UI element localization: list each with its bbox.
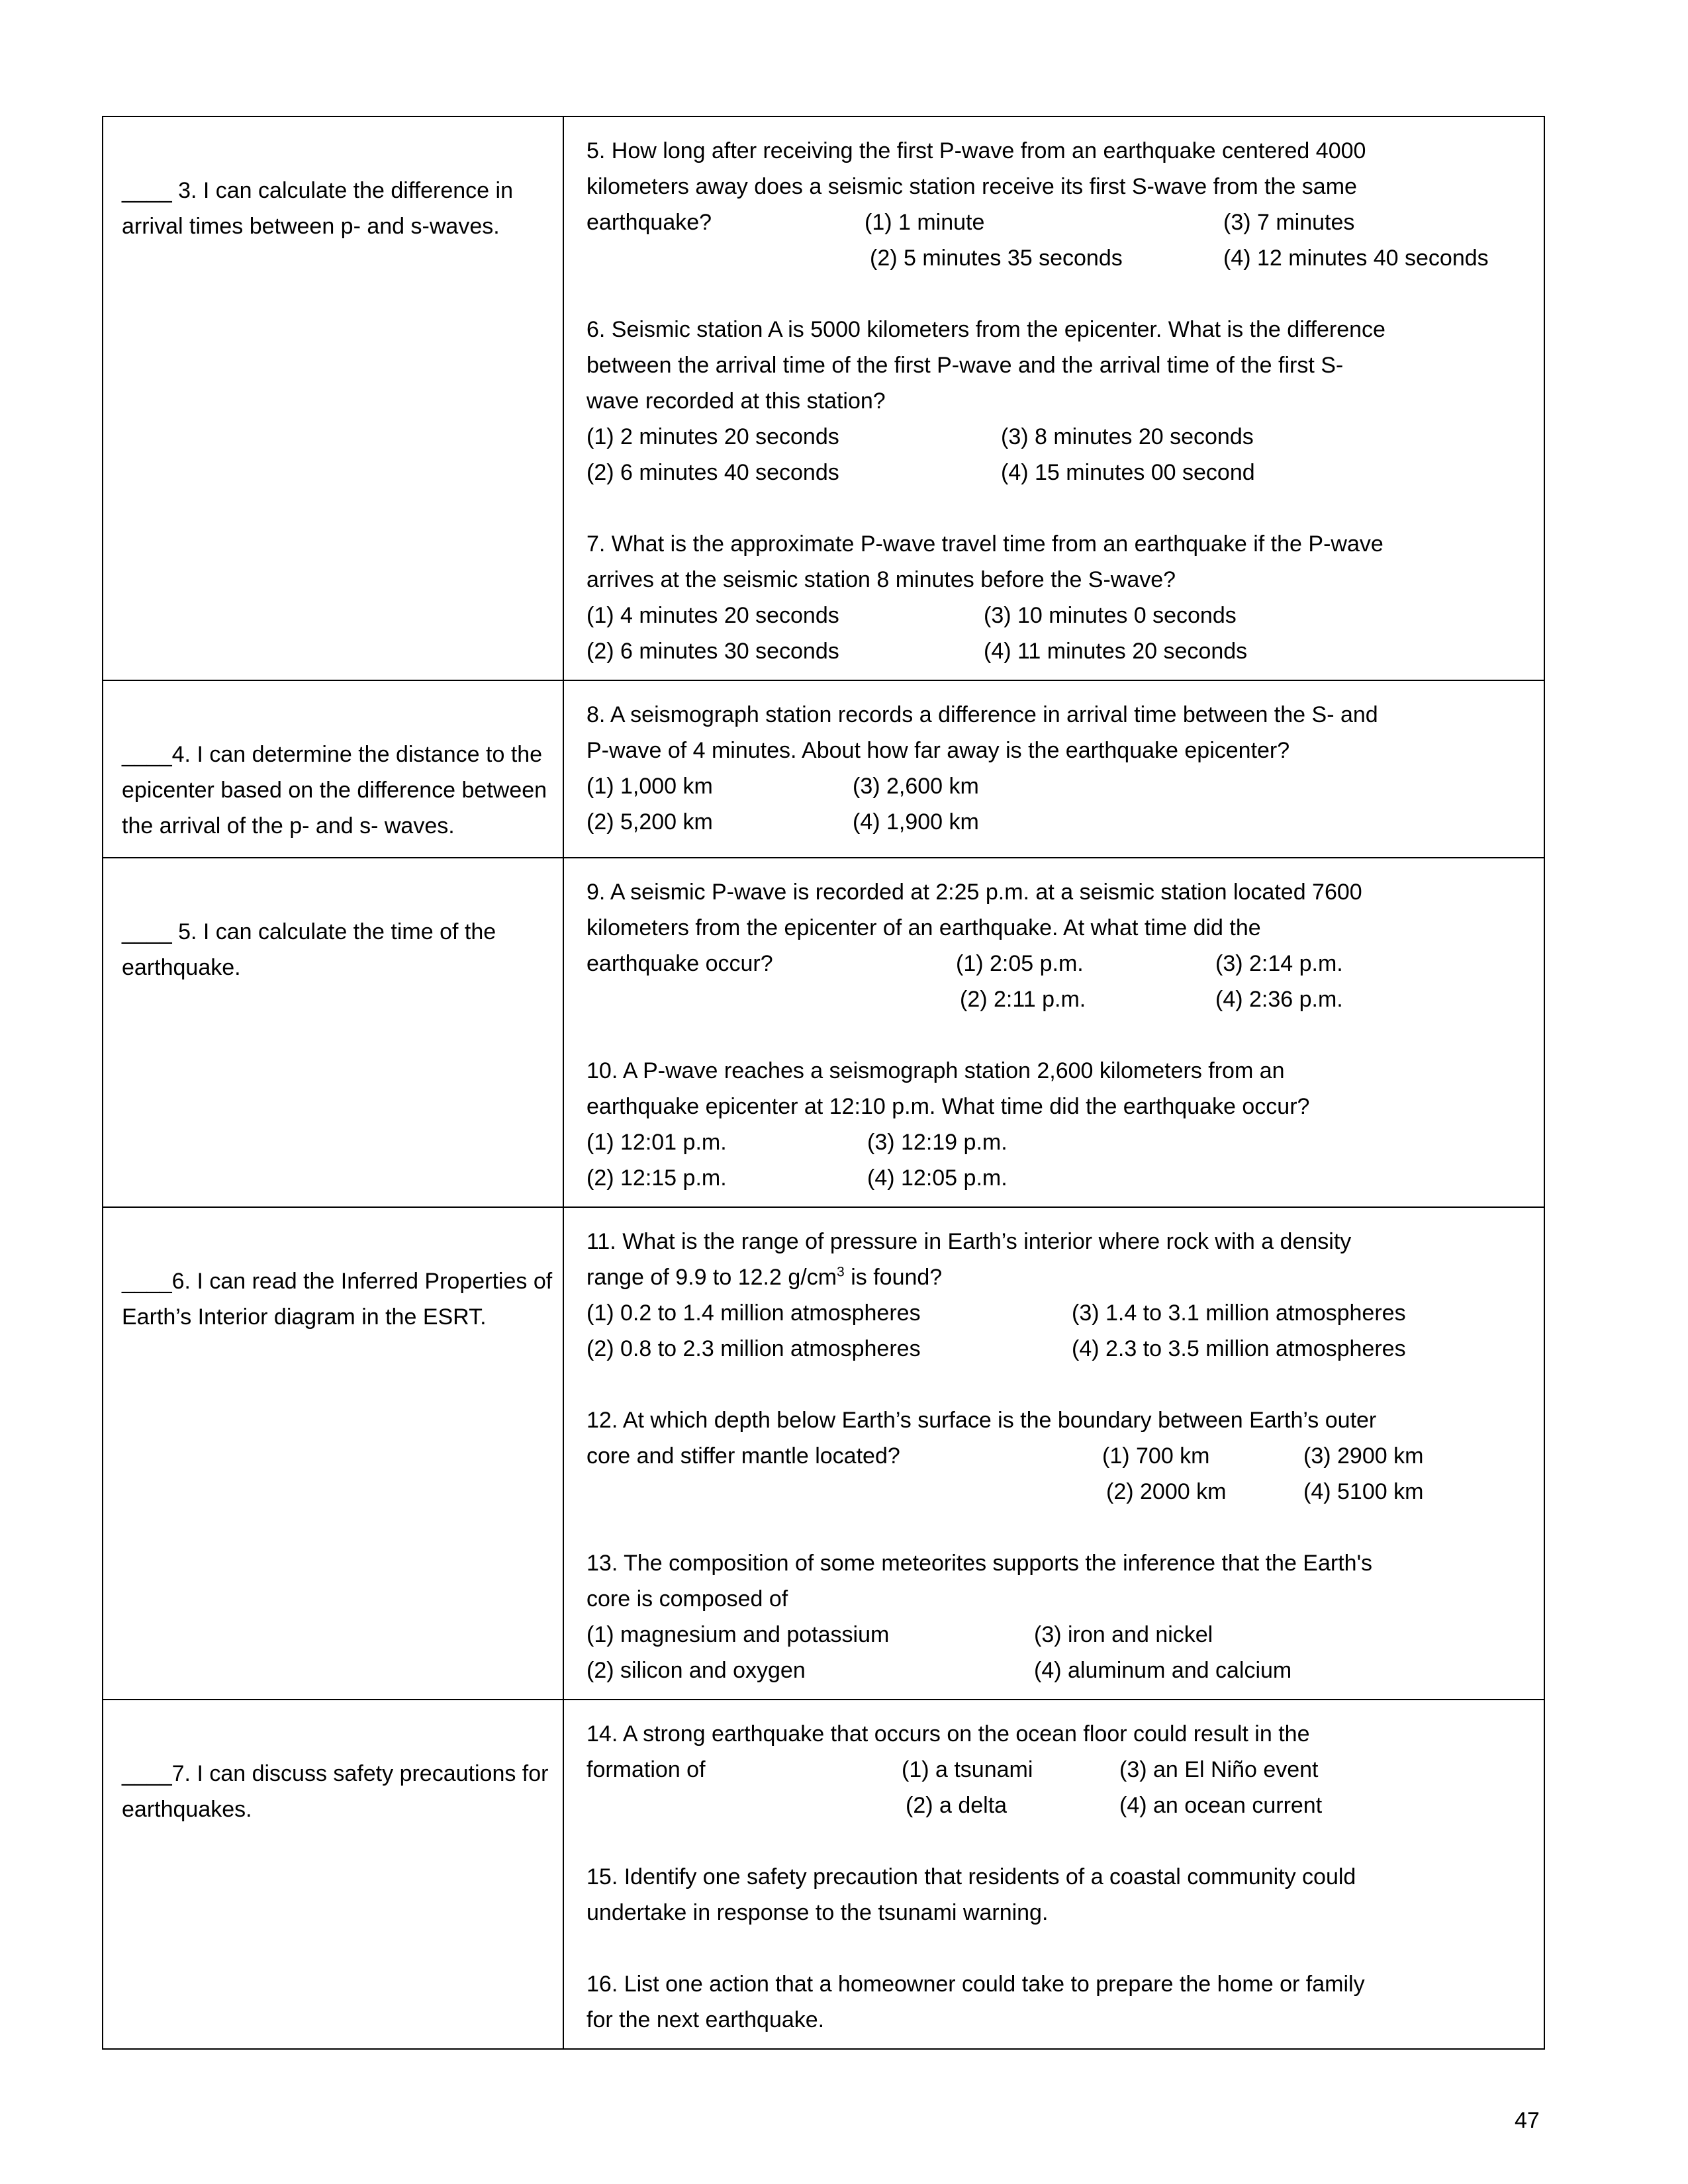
q10-options-line-2 (586, 1160, 1528, 1196)
q7-options-line-1 (586, 598, 1528, 633)
q7-options-line-2 (586, 633, 1528, 669)
table-row (103, 1207, 1544, 1700)
q14-option-1: (1) a tsunami (902, 1757, 1033, 1782)
q12-options-line-2 (586, 1474, 1528, 1510)
q14-line-1: 14. A strong earthquake that occurs on the ocean floor could result in the (586, 1721, 1310, 1747)
questions-cell-2 (563, 680, 1544, 858)
q10-line-2: earthquake epicenter at 12:10 p.m. What time did the earthquake occur? (586, 1094, 1310, 1119)
question-7 (586, 526, 1528, 669)
q11-options-line-2 (586, 1331, 1528, 1367)
q11-option-2: (2) 0.8 to 2.3 million atmospheres (586, 1336, 921, 1361)
q16-line-2: for the next earthquake. (586, 2007, 825, 2032)
page-number: 47 (1515, 2108, 1540, 2133)
q7-option-3: (3) 10 minutes 0 seconds (984, 603, 1237, 628)
q9-line-1: 9. A seismic P-wave is recorded at 2:25 p.m. at a seismic station located 7600 (586, 880, 1362, 905)
q13-options-line-2 (586, 1653, 1528, 1688)
q9-option-2: (2) 2:11 p.m. (960, 987, 1086, 1012)
q11-line-2b: is found? (844, 1265, 943, 1290)
q16-line-1: 16. List one action that a homeowner could take to prepare the home or family (586, 1972, 1365, 1997)
q15-line-1: 15. Identify one safety precaution that residents of a coastal community could (586, 1864, 1356, 1889)
q10-options-line-1 (586, 1124, 1528, 1160)
q14-stem: formation of (586, 1757, 706, 1782)
q9-option-1: (1) 2:05 p.m. (956, 951, 1084, 976)
q5-stem-options-line (586, 205, 1528, 240)
q11-option-4: (4) 2.3 to 3.5 million atmospheres (1072, 1336, 1406, 1361)
q8-option-4: (4) 1,900 km (853, 809, 979, 835)
spacer-line (586, 490, 1528, 526)
q15-line-2: undertake in response to the tsunami warning. (586, 1900, 1049, 1925)
q13-line-2: core is composed of (586, 1586, 788, 1612)
question-10 (586, 1053, 1528, 1196)
spacer-line (586, 276, 1528, 312)
q5-option-3: (3) 7 minutes (1223, 210, 1355, 235)
spacer-line (586, 1017, 1528, 1053)
q8-option-2: (2) 5,200 km (586, 809, 713, 835)
spacer-line (586, 1367, 1528, 1402)
q12-option-2: (2) 2000 km (1106, 1479, 1227, 1504)
q6-line-1: 6. Seismic station A is 5000 kilometers from the epicenter. What is the difference (586, 317, 1385, 342)
q12-line-1: 12. At which depth below Earth’s surface is the boundary between Earth’s outer (586, 1408, 1377, 1433)
q7-option-2: (2) 6 minutes 30 seconds (586, 639, 839, 664)
q11-superscript: 3 (837, 1264, 845, 1280)
q11-option-1: (1) 0.2 to 1.4 million atmospheres (586, 1300, 921, 1326)
q6-option-4: (4) 15 minutes 00 second (1001, 460, 1255, 485)
q12-stem: core and stiffer mantle located? (586, 1443, 900, 1469)
spacer-line (586, 1823, 1528, 1859)
q9-stem-options-line (586, 946, 1528, 981)
q6-option-1: (1) 2 minutes 20 seconds (586, 424, 839, 449)
objective-cell-4 (103, 680, 563, 858)
objective-cell-6 (103, 1207, 563, 1700)
q6-line-3: wave recorded at this station? (586, 388, 886, 414)
q6-options-line-1 (586, 419, 1528, 455)
question-13 (586, 1545, 1528, 1688)
q7-option-1: (1) 4 minutes 20 seconds (586, 603, 839, 628)
q14-option-3: (3) an El Niño event (1119, 1757, 1319, 1782)
q12-option-4: (4) 5100 km (1303, 1479, 1424, 1504)
question-15 (586, 1859, 1528, 1931)
question-12 (586, 1402, 1528, 1510)
q9-option-4: (4) 2:36 p.m. (1215, 987, 1343, 1012)
q10-line-1: 10. A P-wave reaches a seismograph station 2,600 kilometers from an (586, 1058, 1285, 1083)
q5-option-1: (1) 1 minute (865, 210, 985, 235)
q5-line-2: kilometers away does a seismic station receive its first S-wave from the same (586, 174, 1357, 199)
questions-cell-1 (563, 116, 1544, 680)
questions-cell-5 (563, 1700, 1544, 2049)
question-11 (586, 1224, 1528, 1367)
questions-cell-4 (563, 1207, 1544, 1700)
table-row (103, 1700, 1544, 2049)
table-row (103, 680, 1544, 858)
q8-option-1: (1) 1,000 km (586, 774, 713, 799)
q7-line-1: 7. What is the approximate P-wave travel time from an earthquake if the P-wave (586, 531, 1383, 557)
q12-option-3: (3) 2900 km (1303, 1443, 1424, 1469)
q5-stem: earthquake? (586, 210, 712, 235)
q5-line-1: 5. How long after receiving the first P-wave from an earthquake centered 4000 (586, 138, 1366, 163)
question-5 (586, 133, 1528, 276)
q8-line-2: P-wave of 4 minutes. About how far away is the earthquake epicenter? (586, 738, 1290, 763)
table-row (103, 858, 1544, 1207)
q9-option-3: (3) 2:14 p.m. (1215, 951, 1343, 976)
q7-option-4: (4) 11 minutes 20 seconds (984, 639, 1248, 664)
q14-stem-options-line (586, 1752, 1528, 1788)
q11-line-2a: range of 9.9 to 12.2 g/cm (586, 1265, 837, 1290)
objective-3-text: ____ 3. I can calculate the difference in arrival times between p- and s-waves. (122, 178, 513, 239)
questions-cell-3 (563, 858, 1544, 1207)
objective-5-text: ____ 5. I can calculate the time of the earthquake. (122, 919, 496, 980)
q8-line-1: 8. A seismograph station records a difference in arrival time between the S- and (586, 702, 1378, 727)
objective-7-text: ____7. I can discuss safety precautions for earthquakes. (122, 1761, 549, 1822)
q14-options-line-2 (586, 1788, 1528, 1823)
spacer-line (586, 1510, 1528, 1545)
question-8 (586, 697, 1528, 840)
q11-options-line-1 (586, 1295, 1528, 1331)
question-16 (586, 1966, 1528, 2038)
objective-4-text: ____4. I can determine the distance to the epicenter based on the difference between the arrival of the p- and s- waves. (122, 742, 547, 839)
q14-option-2: (2) a delta (906, 1793, 1008, 1818)
q6-option-2: (2) 6 minutes 40 seconds (586, 460, 839, 485)
q14-option-4: (4) an ocean current (1119, 1793, 1323, 1818)
worksheet-table (102, 116, 1545, 2050)
objective-cell-7 (103, 1700, 563, 2049)
q5-option-2: (2) 5 minutes 35 seconds (870, 246, 1123, 271)
q5-option-4: (4) 12 minutes 40 seconds (1223, 246, 1489, 271)
q8-option-3: (3) 2,600 km (853, 774, 979, 799)
q11-line-2 (586, 1259, 1528, 1295)
q13-option-2: (2) silicon and oxygen (586, 1658, 806, 1683)
q6-options-line-2 (586, 455, 1528, 490)
q10-option-1: (1) 12:01 p.m. (586, 1130, 727, 1155)
question-14 (586, 1716, 1528, 1823)
q6-option-3: (3) 8 minutes 20 seconds (1001, 424, 1254, 449)
q9-line-2: kilometers from the epicenter of an earthquake. At what time did the (586, 915, 1261, 940)
question-6 (586, 312, 1528, 490)
question-9 (586, 874, 1528, 1017)
q11-line-1: 11. What is the range of pressure in Earth’s interior where rock with a density (586, 1229, 1352, 1254)
q9-options-line-2 (586, 981, 1528, 1017)
q13-option-4: (4) aluminum and calcium (1034, 1658, 1292, 1683)
q10-option-2: (2) 12:15 p.m. (586, 1165, 727, 1191)
objective-6-text: ____6. I can read the Inferred Properties of Earth’s Interior diagram in the ESRT. (122, 1269, 553, 1330)
q11-option-3: (3) 1.4 to 3.1 million atmospheres (1072, 1300, 1406, 1326)
q13-options-line-1 (586, 1617, 1528, 1653)
q12-option-1: (1) 700 km (1102, 1443, 1210, 1469)
q8-options-line-1 (586, 768, 1528, 804)
q10-option-4: (4) 12:05 p.m. (867, 1165, 1008, 1191)
q13-option-3: (3) iron and nickel (1034, 1622, 1213, 1647)
q10-option-3: (3) 12:19 p.m. (867, 1130, 1008, 1155)
q7-line-2: arrives at the seismic station 8 minutes before the S-wave? (586, 567, 1176, 592)
objective-cell-5 (103, 858, 563, 1207)
q9-stem: earthquake occur? (586, 951, 773, 976)
spacer-line (586, 1931, 1528, 1966)
q5-options-line-2 (586, 240, 1528, 276)
q13-option-1: (1) magnesium and potassium (586, 1622, 890, 1647)
q8-options-line-2 (586, 804, 1528, 840)
q13-line-1: 13. The composition of some meteorites supports the inference that the Earth's (586, 1551, 1373, 1576)
q12-stem-options-line (586, 1438, 1528, 1474)
table-row (103, 116, 1544, 680)
objective-cell-3 (103, 116, 563, 680)
q6-line-2: between the arrival time of the first P-wave and the arrival time of the first S- (586, 353, 1344, 378)
